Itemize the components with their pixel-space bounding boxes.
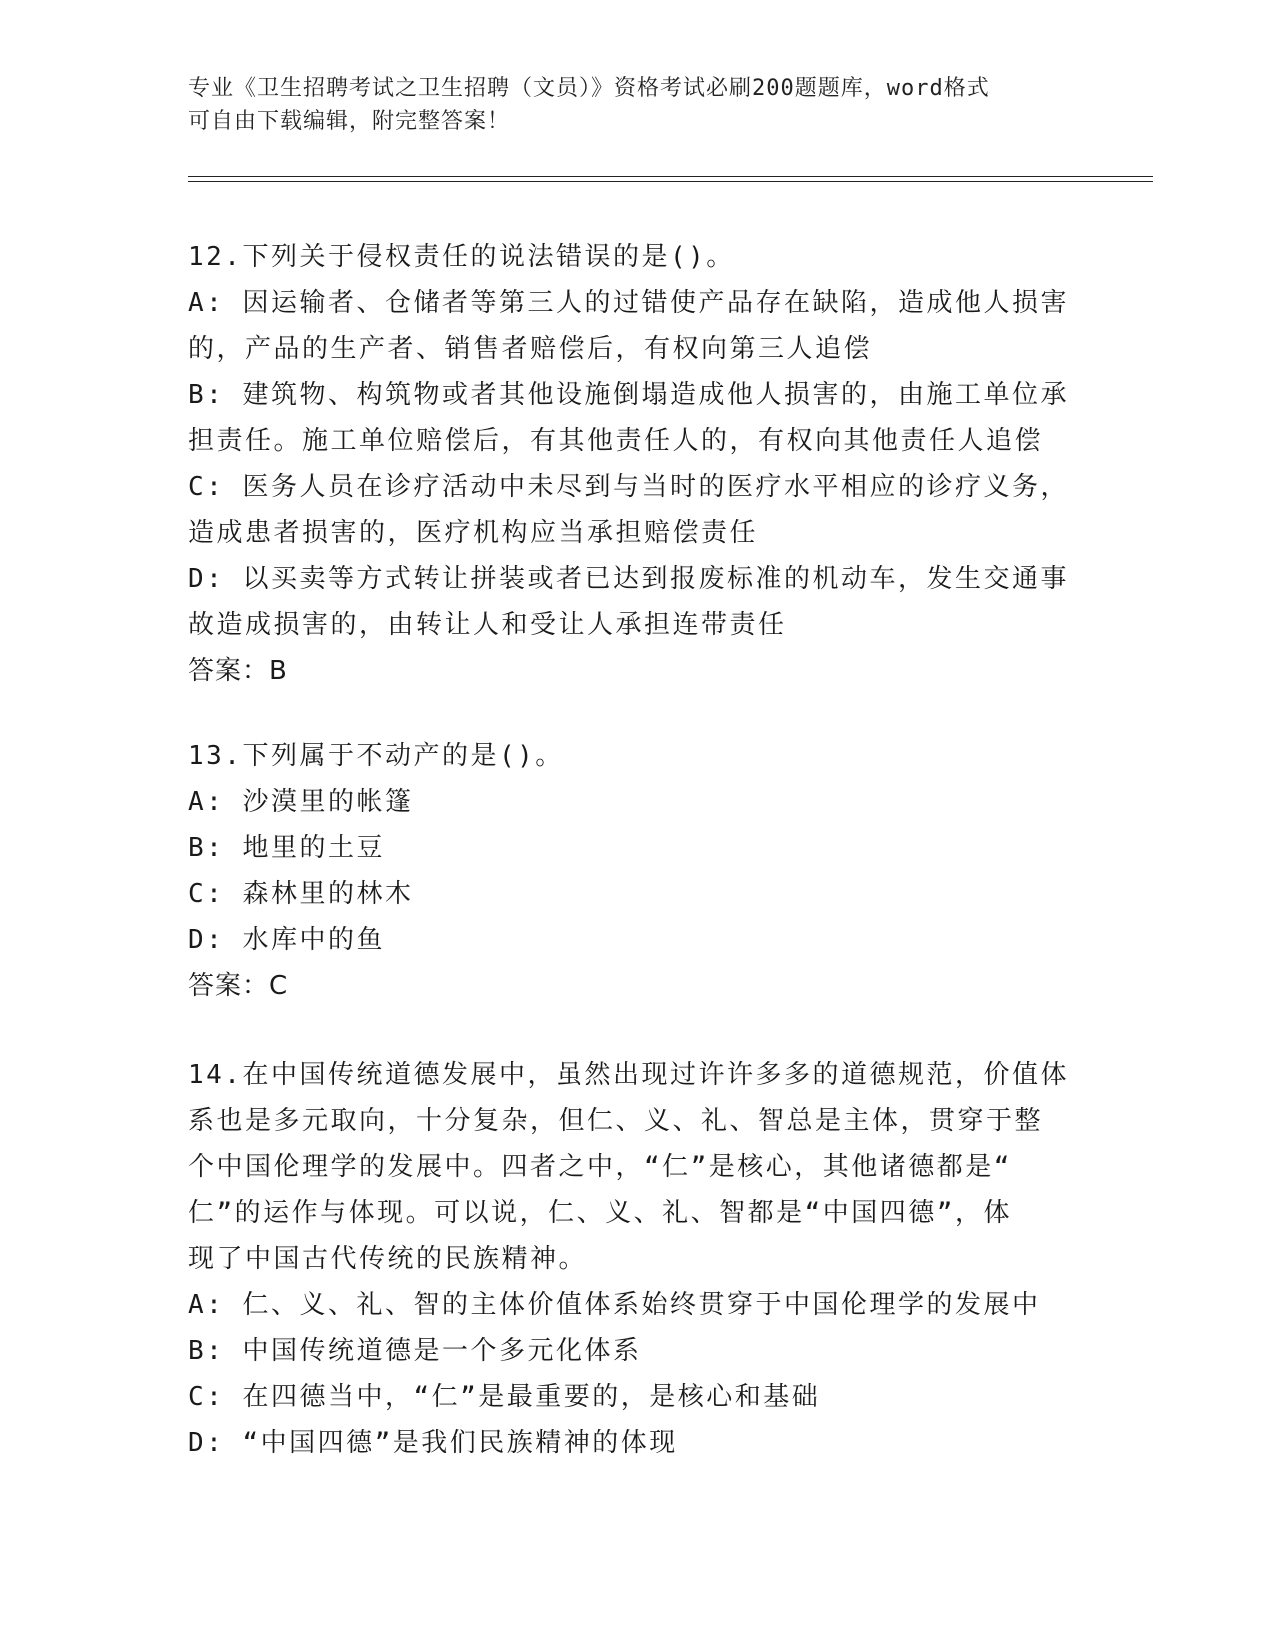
header-line-2: 可自由下载编辑，附完整答案！ (188, 109, 511, 134)
option-d-line: 故造成损害的，由转让人和受让人承担连带责任 (188, 610, 787, 640)
question-12 (188, 234, 1068, 694)
question-14-stem: 仁”的运作与体现。可以说，仁、义、礼、智都是“中国四德”，体 (188, 1198, 1012, 1228)
question-13 (188, 733, 1068, 1009)
question-14-stem: 14.在中国传统道德发展中，虽然出现过许许多多的道德规范，价值体 (188, 1060, 1069, 1090)
option-d-line: D: “中国四德”是我们民族精神的体现 (188, 1428, 678, 1458)
option-c-line: C: 在四德当中，“仁”是最重要的，是核心和基础 (188, 1382, 821, 1412)
document-header (188, 72, 1068, 138)
header-divider-top (188, 176, 1153, 177)
option-c-line: C: 森林里的林木 (188, 879, 414, 909)
option-b-line: B: 建筑物、构筑物或者其他设施倒塌造成他人损害的，由施工单位承 (188, 380, 1069, 410)
question-12-answer: 答案：B (188, 656, 288, 686)
option-b-line: B: 地里的土豆 (188, 833, 385, 863)
option-b-line: 担责任。施工单位赔偿后，有其他责任人的，有权向其他责任人追偿 (188, 426, 1044, 456)
option-b-line: B: 中国传统道德是一个多元化体系 (188, 1336, 642, 1366)
question-13-answer: 答案：C (188, 971, 289, 1001)
question-12-stem: 12.下列关于侵权责任的说法错误的是()。 (188, 242, 735, 272)
question-14-stem: 现了中国古代传统的民族精神。 (188, 1244, 588, 1274)
option-a-line: A: 仁、义、礼、智的主体价值体系始终贯穿于中国伦理学的发展中 (188, 1290, 1041, 1320)
option-a-line: A: 因运输者、仓储者等第三人的过错使产品存在缺陷，造成他人损害 (188, 288, 1069, 318)
header-divider-bottom (188, 181, 1153, 182)
question-14 (188, 1052, 1068, 1466)
option-d-line: D: 水库中的鱼 (188, 925, 385, 955)
question-14-stem: 个中国伦理学的发展中。四者之中，“仁”是核心，其他诸德都是“ (188, 1152, 1012, 1182)
option-c-line: C: 医务人员在诊疗活动中未尽到与当时的医疗水平相应的诊疗义务， (188, 472, 1069, 502)
question-13-stem: 13.下列属于不动产的是()。 (188, 741, 564, 771)
option-a-line: A: 沙漠里的帐篷 (188, 787, 414, 817)
option-d-line: D: 以买卖等方式转让拼装或者已达到报废标准的机动车，发生交通事 (188, 564, 1069, 594)
option-c-line: 造成患者损害的，医疗机构应当承担赔偿责任 (188, 518, 759, 548)
option-a-line: 的，产品的生产者、销售者赔偿后，有权向第三人追偿 (188, 334, 873, 364)
question-14-stem: 系也是多元取向，十分复杂，但仁、义、礼、智总是主体，贯穿于整 (188, 1106, 1044, 1136)
header-line-1: 专业《卫生招聘考试之卫生招聘（文员）》资格考试必刷200题题库，word格式 (188, 76, 990, 101)
